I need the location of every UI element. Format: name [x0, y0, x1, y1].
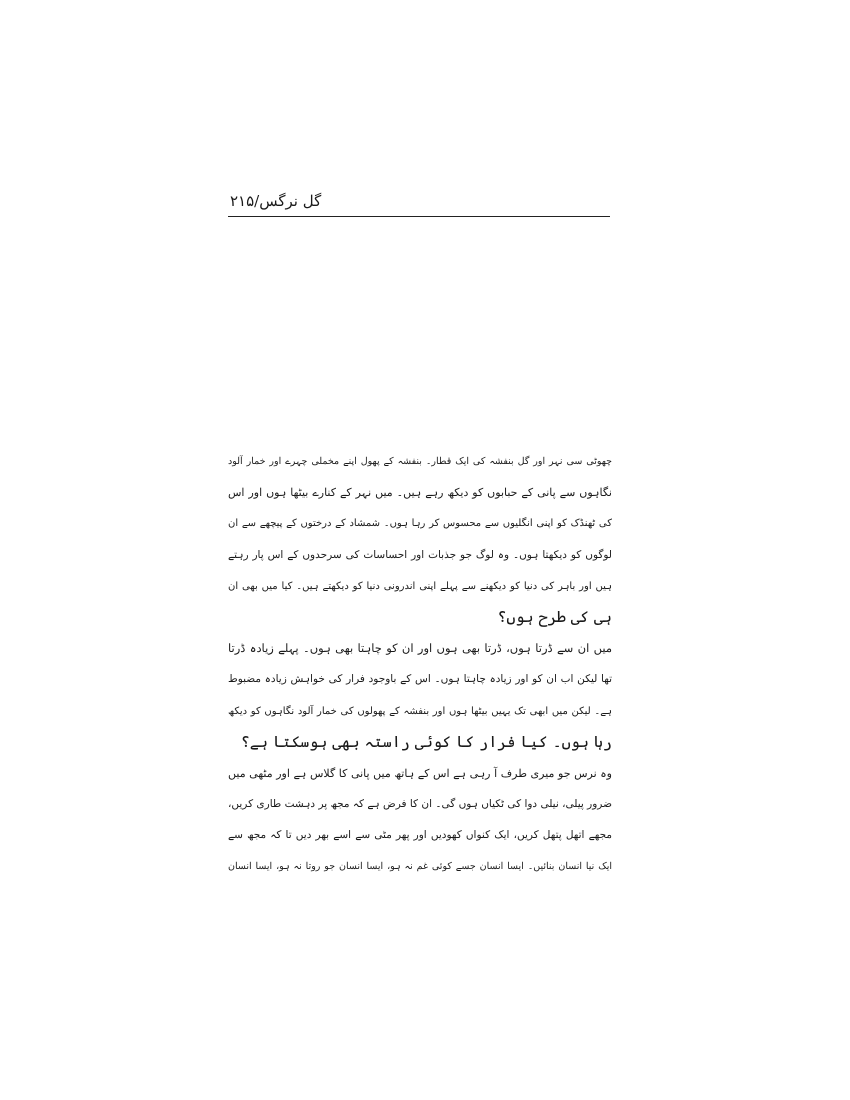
text-line: ہی کی طرح ہوں؟	[497, 607, 612, 626]
text-line: ضرور پیلی، نیلی دوا کی ٹکیاں ہوں گی۔ ان کا فرض ہے کہ مجھ پر دہشت طاری کریں،	[228, 798, 612, 811]
text-line: لوگوں کو دیکھتا ہوں۔ وہ لوگ جو جذبات اور احساسات کی سرحدوں کے اس پار رہتے	[228, 548, 612, 561]
text-line: وہ نرس جو میری طرف آ رہی ہے اس کے ہاتھ میں پانی کا گلاس ہے اور مٹھی میں	[228, 766, 612, 780]
header-rule	[228, 216, 610, 217]
page-body	[228, 446, 612, 883]
paragraph-1	[228, 446, 612, 633]
text-line: رہا ہوں۔ کیا فرار کا کوئی راستہ بھی ہوسکتا ہے؟	[240, 732, 612, 751]
text-line: میں ان سے ڈرتا ہوں، ڈرتا بھی ہوں اور ان کو چاہتا بھی ہوں۔ پہلے زیادہ ڈرتا	[228, 641, 612, 656]
paragraph-2	[228, 633, 612, 758]
text-line: ہے۔ لیکن میں ابھی تک یہیں بیٹھا ہوں اور بنفشہ کے پھولوں کی خمار آلود نگاہوں کو دیکھ	[228, 705, 612, 717]
running-title: گل نرگس/۲۱۵	[230, 192, 322, 210]
text-line: کی ٹھنڈک کو اپنی انگلیوں سے محسوس کر رہا ہوں۔ شمشاد کے درختوں کے پیچھے سے ان	[228, 518, 612, 530]
text-line: تھا لیکن اب ان کو اور زیادہ چاہتا ہوں۔ اس کے باوجود فرار کی خواہش زیادہ مضبوط	[228, 673, 612, 686]
running-header	[228, 190, 610, 218]
text-line: چھوٹی سی نہر اور گل بنفشہ کی ایک قطار۔ بنفشہ کے پھول اپنے مخملی چہرے اور خمار آلود	[228, 456, 612, 467]
text-line: نگاہوں سے پانی کے حبابوں کو دیکھ رہے ہیں۔ میں نہر کے کنارے بیٹھا ہوں اور اس	[228, 486, 612, 500]
text-line: ہیں اور باہر کی دنیا کو دیکھنے سے پہلے اپنی اندرونی دنیا کو دیکھتے ہیں۔ کیا میں بھی ان	[228, 580, 612, 592]
text-line: مجھے اتھل پتھل کریں، ایک کنواں کھودیں اور پھر مٹی سے اسے بھر دیں تا کہ مجھ سے	[228, 829, 612, 842]
text-line: ایک نیا انسان بنائیں۔ ایسا انسان جسے کوئی غم نہ ہو، ایسا انسان جو روتا نہ ہو، ایسا انسان	[228, 861, 612, 873]
paragraph-3	[228, 758, 612, 883]
